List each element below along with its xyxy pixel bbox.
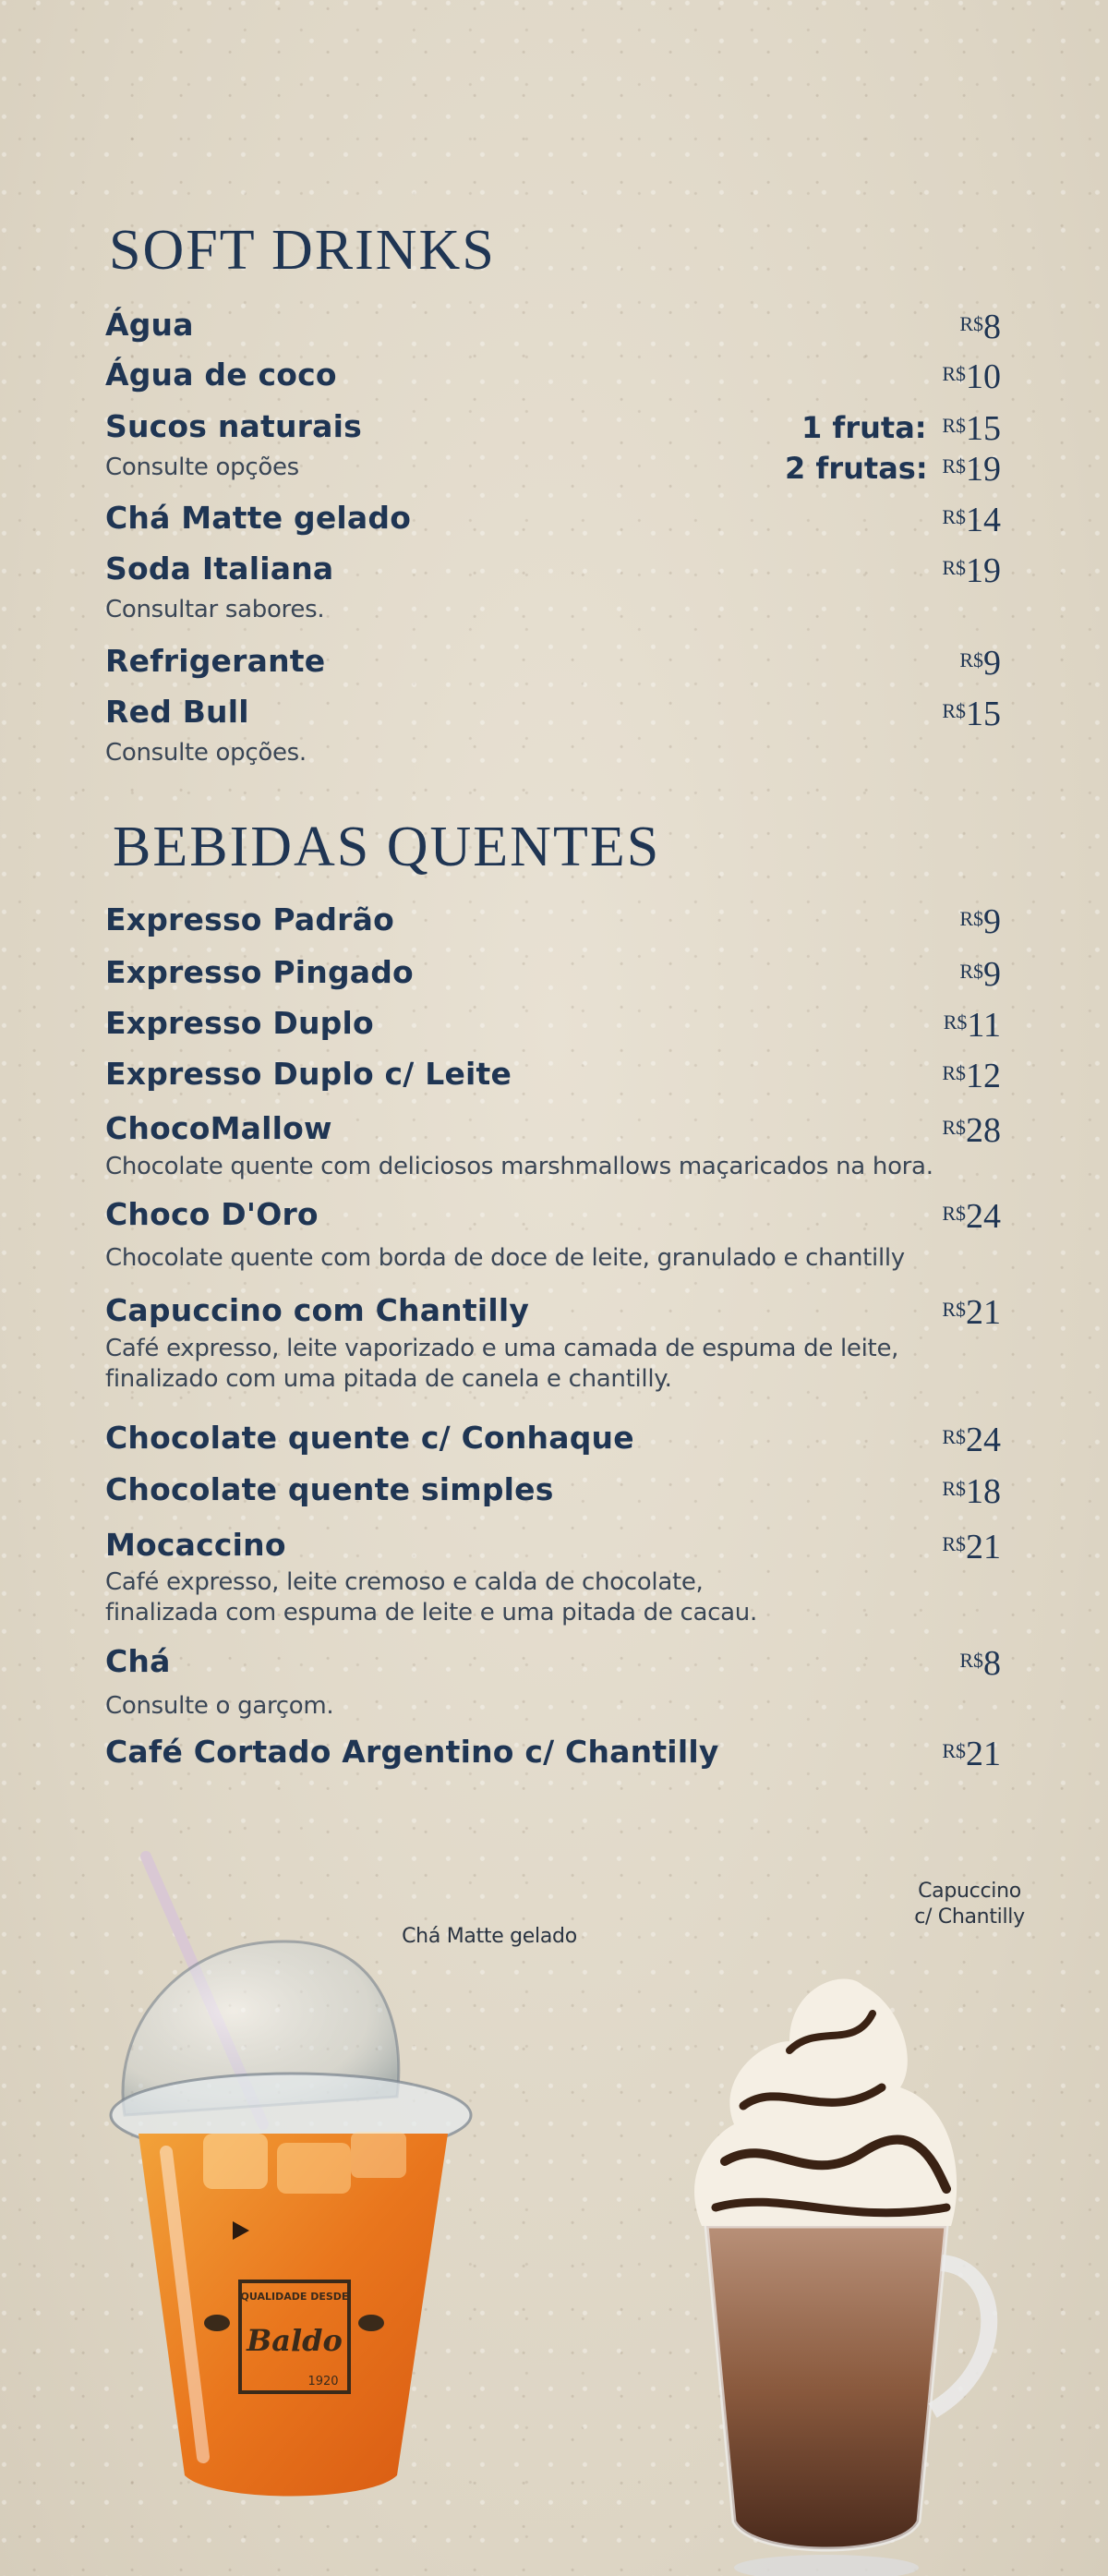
bebidas-quentes-title: BEBIDAS QUENTES [113, 816, 661, 878]
menu-item-refrigerante [105, 643, 1001, 685]
item-price: R$11 [943, 1006, 1001, 1045]
item-description: Consulte o garçom. [105, 1692, 334, 1720]
item-price: R$21 [942, 1293, 1001, 1332]
item-description: Consulte opções [105, 454, 299, 481]
menu-item-capuccino [105, 1292, 1001, 1335]
item-name: Expresso Duplo c/ Leite [105, 1056, 512, 1092]
item-name: Capuccino com Chantilly [105, 1292, 530, 1328]
label-1-fruta: 1 fruta: [801, 410, 927, 445]
menu-item-expresso-duplo-leite [105, 1056, 1001, 1098]
menu-item-expresso-duplo [105, 1005, 1001, 1047]
menu-item-mocaccino [105, 1527, 1001, 1569]
menu-item-chocolate-simples [105, 1471, 1001, 1514]
item-name: Sucos naturais [105, 408, 362, 444]
menu-item-red-bull [105, 694, 1001, 736]
menu-item-cafe-cortado [105, 1734, 1001, 1776]
item-description: Consultar sabores. [105, 596, 325, 623]
caption-line: c/ Chantilly [914, 1905, 1025, 1929]
item-price: R$24 [942, 1197, 1001, 1236]
item-price: R$21 [942, 1528, 1001, 1566]
menu-item-agua-coco [105, 357, 1001, 399]
item-description: Chocolate quente com borda de doce de leite, granulado e chantilly [105, 1244, 905, 1272]
caption-line: Capuccino [918, 1880, 1021, 1903]
item-price: R$19 [942, 551, 1001, 590]
item-name: Expresso Duplo [105, 1005, 374, 1041]
item-name: ChocoMallow [105, 1110, 332, 1146]
item-price: R$9 [959, 902, 1001, 941]
item-price: R$28 [942, 1111, 1001, 1150]
capuccino-caption [886, 1879, 1053, 1930]
cup-stamp-text: QUALIDADE DESDE [240, 2291, 349, 2303]
item-name: Água [105, 307, 194, 343]
item-price: R$24 [942, 1421, 1001, 1459]
item-price: R$21 [942, 1735, 1001, 1773]
item-name: Mocaccino [105, 1527, 286, 1563]
glass-body [706, 2226, 946, 2549]
item-name: Chocolate quente c/ Conhaque [105, 1420, 634, 1456]
item-name: Choco D'Oro [105, 1196, 319, 1232]
item-description: Chocolate quente com deliciosos marshmallows maçaricados na hora. [105, 1153, 933, 1180]
menu-item-cha-matte [105, 500, 1001, 542]
item-name: Red Bull [105, 694, 249, 730]
menu-item-chocolate-conhaque [105, 1420, 1001, 1462]
item-price: R$10 [942, 357, 1001, 396]
item-price: R$14 [942, 501, 1001, 539]
item-price: R$18 [942, 1472, 1001, 1511]
menu-item-soda-italiana [105, 550, 1001, 593]
item-price-2-frutas: R$19 [942, 450, 1001, 489]
item-price: R$15 [942, 695, 1001, 733]
soft-drinks-title: SOFT DRINKS [109, 219, 496, 282]
capuccino-photo [679, 1949, 1011, 2576]
item-price-1-fruta: R$15 [942, 409, 1001, 448]
item-name: Café Cortado Argentino c/ Chantilly [105, 1734, 719, 1770]
item-name: Soda Italiana [105, 550, 334, 587]
item-price: R$12 [942, 1057, 1001, 1095]
label-2-frutas: 2 frutas: [785, 451, 928, 486]
item-description: finalizado com uma pitada de canela e chantilly. [105, 1365, 672, 1393]
menu-item-expresso-padrao [105, 901, 1001, 944]
item-name: Água de coco [105, 357, 337, 393]
menu-item-agua [105, 307, 1001, 349]
item-price: R$8 [959, 1644, 1001, 1683]
menu-item-choco-doro [105, 1196, 1001, 1239]
item-name: Expresso Padrão [105, 901, 394, 937]
item-price: R$9 [959, 955, 1001, 994]
item-description: Café expresso, leite cremoso e calda de chocolate, [105, 1568, 704, 1596]
item-description: Consulte opções. [105, 739, 307, 767]
item-name: Chocolate quente simples [105, 1471, 554, 1507]
item-description: finalizada com espuma de leite e uma pitada de cacau. [105, 1599, 757, 1627]
menu-item-chocomallow [105, 1110, 1001, 1153]
item-name: Refrigerante [105, 643, 326, 679]
cha-matte-photo [102, 1838, 517, 2540]
menu-item-cha [105, 1643, 1001, 1686]
item-price: R$9 [959, 644, 1001, 683]
item-name: Chá [105, 1643, 171, 1679]
cup-year: 1920 [307, 2375, 339, 2389]
cup-brand: Baldo [247, 2323, 343, 2358]
cha-matte-caption: Chá Matte gelado [402, 1925, 577, 1948]
item-name: Chá Matte gelado [105, 500, 412, 536]
menu-item-expresso-pingado [105, 954, 1001, 997]
item-description: Café expresso, leite vaporizado e uma camada de espuma de leite, [105, 1335, 899, 1362]
item-price: R$8 [959, 308, 1001, 346]
item-name: Expresso Pingado [105, 954, 414, 990]
